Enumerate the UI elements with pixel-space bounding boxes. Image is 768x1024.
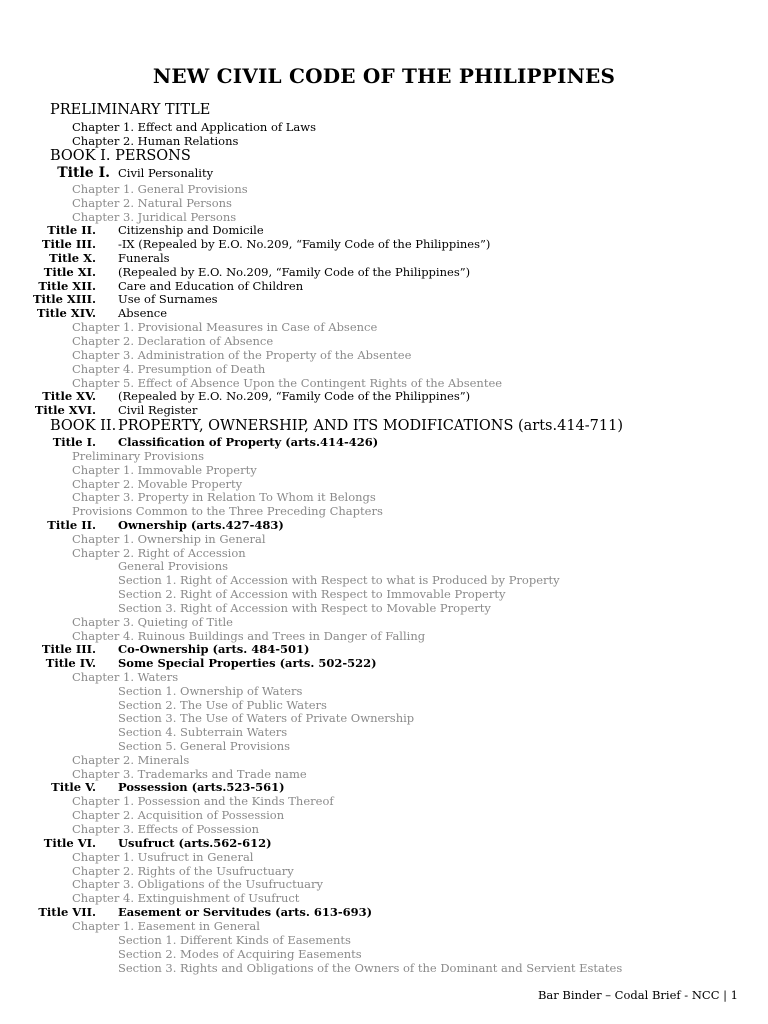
chapter-line: Chapter 2. Minerals xyxy=(72,753,190,767)
title-text: (Repealed by E.O. No.209, “Family Code of the Philippines”) xyxy=(118,389,471,403)
title-text: Co-Ownership (arts. 484-501) xyxy=(118,642,310,656)
section-line: Section 3. Rights and Obligations of the Owners of the Dominant and Servient Estates xyxy=(118,961,623,975)
section-line: General Provisions xyxy=(118,559,229,573)
title-text: Funerals xyxy=(118,251,170,265)
book-2-title: PROPERTY, OWNERSHIP, AND ITS MODIFICATIONS (arts.414-711) xyxy=(118,418,624,434)
section-line: Section 3. The Use of Waters of Private Ownership xyxy=(118,711,415,725)
title-row xyxy=(0,292,768,306)
title-text: Possession (arts.523-561) xyxy=(118,780,285,794)
title-row xyxy=(0,642,768,656)
chapter-line: Chapter 3. Quieting of Title xyxy=(72,615,233,629)
title-text: Classification of Property (arts.414-426) xyxy=(118,435,379,449)
title-label: Title XII. xyxy=(38,279,96,293)
chapter-line: Chapter 3. Juridical Persons xyxy=(72,210,237,224)
book-2-heading xyxy=(50,418,623,434)
title-row xyxy=(0,237,768,251)
preliminary-title-heading: PRELIMINARY TITLE xyxy=(50,102,211,118)
section-line: Section 1. Ownership of Waters xyxy=(118,684,303,698)
chapter-line: Chapter 1. Usufruct in General xyxy=(72,850,254,864)
book-1-heading: BOOK I. PERSONS xyxy=(50,148,191,164)
title-text: Some Special Properties (arts. 502-522) xyxy=(118,656,377,670)
title-text: Use of Surnames xyxy=(118,292,218,306)
section-line: Section 3. Right of Accession with Respect to Movable Property xyxy=(118,601,491,615)
chapter-line: Chapter 4. Ruinous Buildings and Trees in Danger of Falling xyxy=(72,629,426,643)
chapter-line: Chapter 1. Immovable Property xyxy=(72,463,257,477)
book-2-label: BOOK II. xyxy=(50,418,117,434)
section-line: Section 4. Subterrain Waters xyxy=(118,725,288,739)
title-text: -IX (Repealed by E.O. No.209, “Family Code of the Philippines”) xyxy=(118,237,491,251)
title-text: Usufruct (arts.562-612) xyxy=(118,836,272,850)
title-label: Title IV. xyxy=(45,656,96,670)
chapter-line: Chapter 3. Obligations of the Usufructuary xyxy=(72,877,323,891)
title-row xyxy=(0,251,768,265)
chapter-line: Chapter 2. Natural Persons xyxy=(72,196,232,210)
chapter-line: Chapter 2. Right of Accession xyxy=(72,546,246,560)
section-line: Section 1. Right of Accession with Respect to what is Produced by Property xyxy=(118,573,560,587)
title-row xyxy=(0,166,768,180)
title-label: Title II. xyxy=(47,518,96,532)
title-row xyxy=(0,656,768,670)
title-label: Title XIII. xyxy=(33,292,96,306)
chapter-line: Chapter 4. Presumption of Death xyxy=(72,362,266,376)
chapter-line: Chapter 1. Easement in General xyxy=(72,919,260,933)
title-label: Title X. xyxy=(49,251,96,265)
chapter-line: Chapter 5. Effect of Absence Upon the Contingent Rights of the Absentee xyxy=(72,376,503,390)
chapter-line: Chapter 1. General Provisions xyxy=(72,182,248,196)
chapter-line: Chapter 2. Rights of the Usufructuary xyxy=(72,864,294,878)
chapter-line: Chapter 1. Waters xyxy=(72,670,179,684)
title-label: Title III. xyxy=(41,642,96,656)
chapter-line: Chapter 2. Acquisition of Possession xyxy=(72,808,285,822)
chapter-line: Chapter 3. Trademarks and Trade name xyxy=(72,767,307,781)
title-row xyxy=(0,518,768,532)
title-label: Title XIV. xyxy=(36,306,96,320)
section-line: Section 2. Right of Accession with Respect to Immovable Property xyxy=(118,587,506,601)
chapter-line: Chapter 1. Provisional Measures in Case of Absence xyxy=(72,320,378,334)
chapter-line: Chapter 2. Human Relations xyxy=(72,134,239,148)
chapter-line: Chapter 1. Possession and the Kinds Thereof xyxy=(72,794,334,808)
chapter-line: Provisions Common to the Three Preceding Chapters xyxy=(72,504,383,518)
chapter-line: Chapter 1. Ownership in General xyxy=(72,532,266,546)
title-row xyxy=(0,279,768,293)
section-line: Section 2. The Use of Public Waters xyxy=(118,698,327,712)
title-label: Title III. xyxy=(41,237,96,251)
title-row xyxy=(0,306,768,320)
page-footer: Bar Binder – Codal Brief - NCC | 1 xyxy=(537,988,738,1002)
title-text: Ownership (arts.427-483) xyxy=(118,518,284,532)
title-text: (Repealed by E.O. No.209, “Family Code of the Philippines”) xyxy=(118,265,471,279)
title-row xyxy=(0,223,768,237)
section-line: Section 2. Modes of Acquiring Easements xyxy=(118,947,362,961)
title-label: Title I. xyxy=(57,165,110,181)
chapter-line: Chapter 3. Administration of the Property of the Absentee xyxy=(72,348,412,362)
title-label: Title VI. xyxy=(43,836,96,850)
chapter-line: Chapter 4. Extinguishment of Usufruct xyxy=(72,891,300,905)
title-row xyxy=(0,780,768,794)
title-row xyxy=(0,836,768,850)
title-label: Title VII. xyxy=(38,905,96,919)
title-text: Citizenship and Domicile xyxy=(118,223,264,237)
title-row xyxy=(0,265,768,279)
title-label: Title XVI. xyxy=(34,403,96,417)
chapter-line: Chapter 1. Effect and Application of Laws xyxy=(72,120,317,134)
chapter-line: Chapter 3. Effects of Possession xyxy=(72,822,260,836)
title-label: Title V. xyxy=(51,780,96,794)
title-row xyxy=(0,389,768,403)
chapter-line: Chapter 2. Declaration of Absence xyxy=(72,334,274,348)
page-title: NEW CIVIL CODE OF THE PHILIPPINES xyxy=(152,64,616,88)
title-row xyxy=(0,403,768,417)
title-label: Title XV. xyxy=(42,389,96,403)
chapter-line: Preliminary Provisions xyxy=(72,449,205,463)
title-label: Title XI. xyxy=(43,265,96,279)
title-text: Care and Education of Children xyxy=(118,279,304,293)
section-line: Section 5. General Provisions xyxy=(118,739,291,753)
title-text: Civil Register xyxy=(118,403,198,417)
title-row xyxy=(0,435,768,449)
title-label: Title I. xyxy=(52,435,96,449)
title-text: Easement or Servitudes (arts. 613-693) xyxy=(118,905,373,919)
title-row xyxy=(0,905,768,919)
section-line: Section 1. Different Kinds of Easements xyxy=(118,933,351,947)
title-text: Civil Personality xyxy=(118,166,214,180)
chapter-line: Chapter 3. Property in Relation To Whom it Belongs xyxy=(72,490,376,504)
title-label: Title II. xyxy=(47,223,96,237)
title-text: Absence xyxy=(118,306,168,320)
chapter-line: Chapter 2. Movable Property xyxy=(72,477,243,491)
